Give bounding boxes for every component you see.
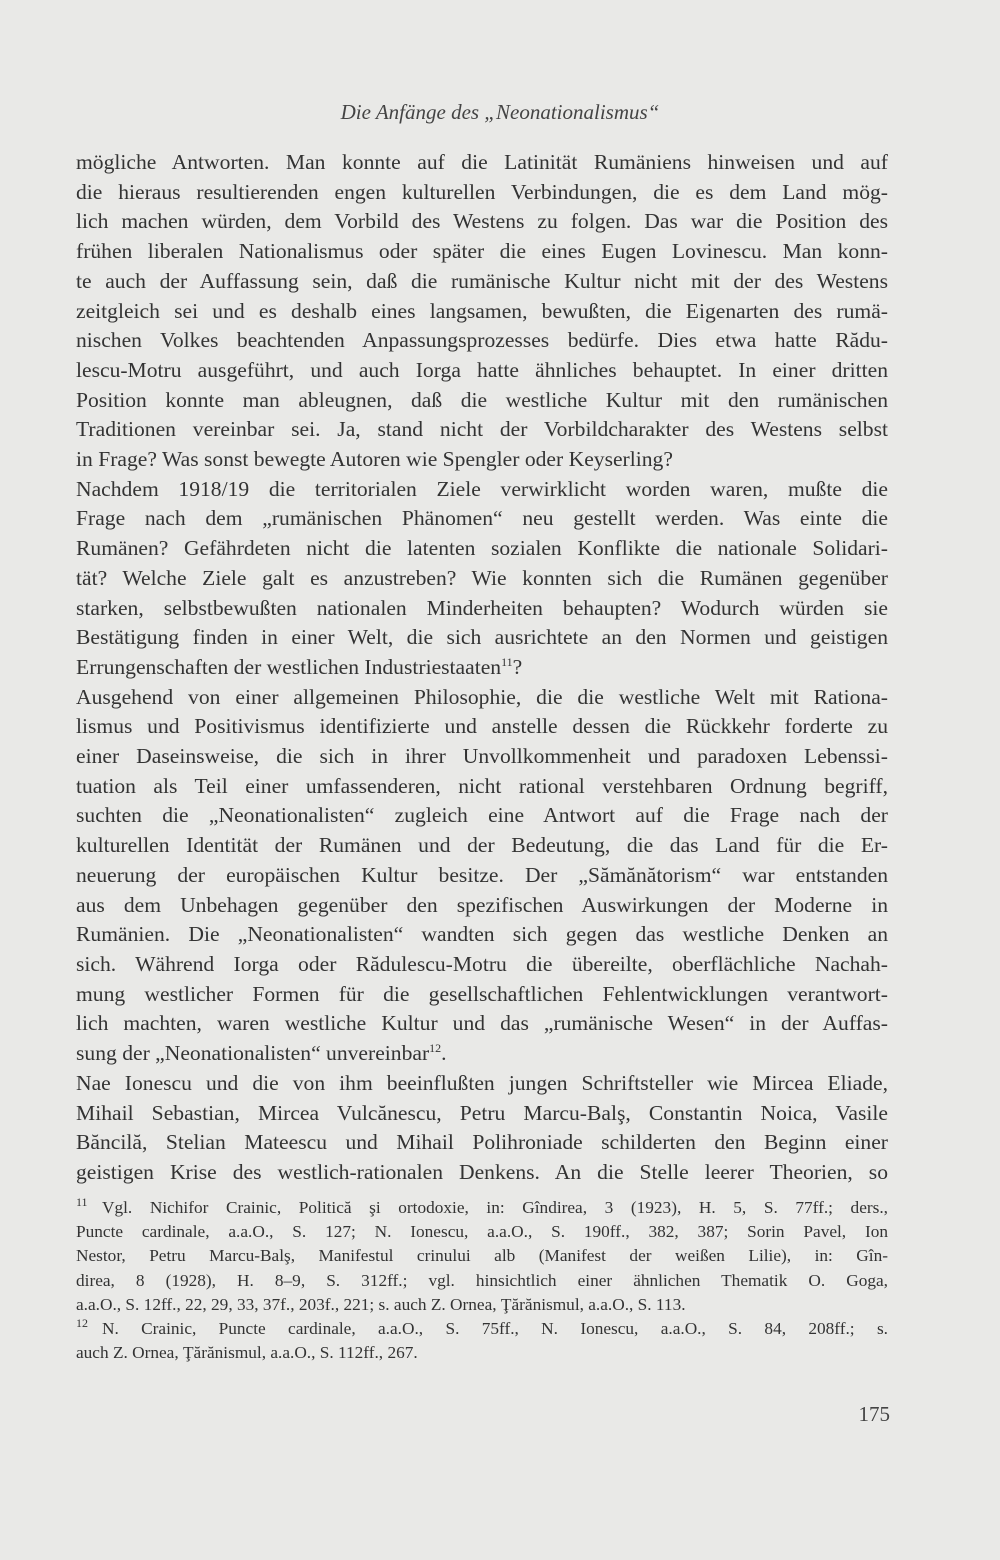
text-line [76, 356, 888, 386]
line-text: Frage nach dem „rumänischen Phänomen“ neu gestellt werden. Was einte die [76, 506, 888, 531]
text-line [76, 386, 888, 416]
text-line [76, 980, 888, 1010]
line-text: lich machen würden, dem Vorbild des Westens zu folgen. Das war die Position des [76, 209, 888, 234]
line-text: Rumänen? Gefährdeten nicht die latenten sozialen Konflikte die nationale Solidari- [76, 536, 888, 561]
line-text: lismus und Positivismus identifizierte und anstelle dessen die Rückkehr forderte zu [76, 714, 888, 739]
footnote-text: direa, 8 (1928), H. 8–9, S. 312ff.; vgl. hinsichtlich einer ähnlichen Thematik O. Goga, [76, 1270, 888, 1290]
footnote-line [76, 1341, 888, 1365]
footnote-text: auch Z. Ornea, Ţărănismul, a.a.O., S. 112ff., 267. [76, 1343, 418, 1363]
text-line [76, 297, 888, 327]
text-line [76, 623, 888, 653]
text-line [76, 564, 888, 594]
footnote-line: 11 Vgl. Nichifor Crainic, Politică şi ortodoxie, in: Gîndirea, 3 (1923), H. 5, S. 77ff.; ders., [76, 1195, 888, 1217]
line-text: Nachdem 1918/19 die territorialen Ziele verwirklicht worden waren, mußte die [76, 476, 888, 501]
line-text: aus dem Unbehagen gegenüber den spezifischen Auswirkungen der Moderne in [76, 892, 888, 917]
footnote-line [76, 1244, 888, 1268]
footnote-text: N. Crainic, Puncte cardinale, a.a.O., S. 75ff., N. Ionescu, a.a.O., S. 84, 208ff.; s. [102, 1319, 888, 1339]
text-line [76, 950, 888, 980]
line-text: Traditionen vereinbar sei. Ja, stand nicht der Vorbildcharakter des Westens selbst [76, 417, 888, 442]
text-line [76, 534, 888, 564]
line-text: starken, selbstbewußten nationalen Minderheiten behaupten? Wodurch würden sie [76, 595, 888, 620]
line-text: einer Daseinsweise, die sich in ihrer Unvollkommenheit und paradoxen Lebenssi- [76, 744, 888, 769]
line-text: Băncilă, Stelian Mateescu und Mihail Polihroniade schilderten den Beginn einer [76, 1130, 888, 1155]
line-text: geistigen Krise des westlich-rationalen Denkens. An die Stelle leerer Theorien, so [76, 1159, 888, 1184]
text-line [76, 504, 888, 534]
text-line [76, 653, 888, 683]
footnotes [76, 1196, 888, 1365]
footnote-text: Puncte cardinale, a.a.O., S. 127; N. Ionescu, a.a.O., S. 190ff., 382, 387; Sorin Pavel, Ion [76, 1222, 888, 1242]
line-text: tät? Welche Ziele galt es anzustreben? Wie konnten sich die Rumänen gegenüber [76, 565, 888, 590]
line-text: neuerung der europäischen Kultur besitze. Der „Sămănătorism“ war entstanden [76, 862, 888, 887]
text-line [76, 801, 888, 831]
line-text: kulturellen Identität der Rumänen und der Bedeutung, die das Land für die Er- [76, 833, 888, 858]
footnote-text: Nestor, Petru Marcu-Balş, Manifestul crinului alb (Manifest der weißen Lilie), in: Gîn- [76, 1246, 888, 1266]
footnote-ref: 12 [429, 1041, 442, 1056]
line-text: frühen liberalen Nationalismus oder später die eines Eugen Lovinescu. Man konn- [76, 239, 888, 264]
line-text: lescu-Motru ausgeführt, und auch Iorga hatte ähnliches behauptet. In einer dritten [76, 357, 888, 382]
line-text: Position konnte man ableugnen, daß die westliche Kultur mit den rumänischen [76, 387, 888, 412]
text-line [76, 831, 888, 861]
text-line [76, 267, 888, 297]
text-line [76, 415, 888, 445]
body-text [76, 148, 888, 1188]
text-line [76, 891, 888, 921]
line-text: suchten die „Neonationalisten“ zugleich eine Antwort auf die Frage nach der [76, 803, 888, 828]
line-text: lich machten, waren westliche Kultur und das „rumänische Wesen“ in der Auffas- [76, 1011, 888, 1036]
footnote-line: 12 N. Crainic, Puncte cardinale, a.a.O., S. 75ff., N. Ionescu, a.a.O., S. 84, 208ff.; s. [76, 1316, 888, 1339]
text-line [76, 1099, 888, 1129]
line-text: in Frage? Was sonst bewegte Autoren wie Spengler oder Keyserling? [76, 447, 673, 472]
text-line [76, 207, 888, 237]
page-number: 175 [858, 1402, 890, 1426]
footnote-line [76, 1220, 888, 1244]
line-text: Mihail Sebastian, Mircea Vulcănescu, Petru Marcu-Balş, Constantin Noica, Vasile [76, 1100, 888, 1125]
text-line [76, 178, 888, 208]
text-line [76, 920, 888, 950]
text-line [76, 861, 888, 891]
line-text: zeitgleich sei und es deshalb eines langsamen, bewußten, die Eigenarten des rumä- [76, 298, 888, 323]
text-line [76, 594, 888, 624]
text-line [76, 326, 888, 356]
text-line [76, 1128, 888, 1158]
line-text: mung westlicher Formen für die gesellschaftlichen Fehlentwicklungen verantwort- [76, 981, 888, 1006]
footnote-line [76, 1269, 888, 1293]
line-text: mögliche Antworten. Man konnte auf die Latinität Rumäniens hinweisen und auf [76, 150, 888, 174]
line-text: Bestätigung finden in einer Welt, die sich ausrichtete an den Normen und geistigen [76, 625, 888, 650]
footnote-line [76, 1293, 888, 1317]
line-text: nischen Volkes beachtenden Anpassungsprozesses bedürfe. Dies etwa hatte Rădu- [76, 328, 888, 353]
text-line [76, 1039, 888, 1069]
text-line [76, 712, 888, 742]
text-line [76, 1069, 888, 1099]
text-line [76, 445, 888, 475]
line-text: Ausgehend von einer allgemeinen Philosophie, die die westliche Welt mit Rationa- [76, 684, 888, 709]
footnote-ref: 11 [501, 654, 513, 669]
text-line [76, 1158, 888, 1188]
text-line [76, 1009, 888, 1039]
line-text: Nae Ionescu und die von ihm beeinflußten jungen Schriftsteller wie Mircea Eliade, [76, 1070, 888, 1095]
running-head: Die Anfänge des „Neonationalismus“ [340, 100, 660, 124]
line-text: tuation als Teil einer umfassenderen, nicht rational verstehbaren Ordnung begriff, [76, 773, 888, 798]
text-line [76, 683, 888, 713]
line-text: Rumänien. Die „Neonationalisten“ wandten sich gegen das westliche Denken an [76, 922, 888, 947]
footnote-text: a.a.O., S. 12ff., 22, 29, 33, 37f., 203f., 221; s. auch Z. Ornea, Ţărănismul, a.a.O., S. 113. [76, 1294, 686, 1314]
text-line [76, 148, 888, 178]
footnote-text: Vgl. Nichifor Crainic, Politică şi ortodoxie, in: Gîndirea, 3 (1923), H. 5, S. 77ff.; ders., [102, 1198, 888, 1217]
line-punct: . [441, 1041, 447, 1066]
line-text: sung der „Neonationalisten“ unvereinbar [76, 1041, 430, 1066]
line-text: sich. Während Iorga oder Rădulescu-Motru die übereilte, oberflächliche Nachah- [76, 951, 888, 976]
text-line [76, 772, 888, 802]
text-line [76, 475, 888, 505]
line-text: te auch der Auffassung sein, daß die rumänische Kultur nicht mit der des Westens [76, 268, 888, 293]
line-text: die hieraus resultierenden engen kulturellen Verbindungen, die es dem Land mög- [76, 179, 888, 204]
text-line [76, 237, 888, 267]
line-punct: ? [512, 654, 523, 679]
line-text: Errungenschaften der westlichen Industriestaaten [76, 654, 502, 679]
text-line [76, 742, 888, 772]
